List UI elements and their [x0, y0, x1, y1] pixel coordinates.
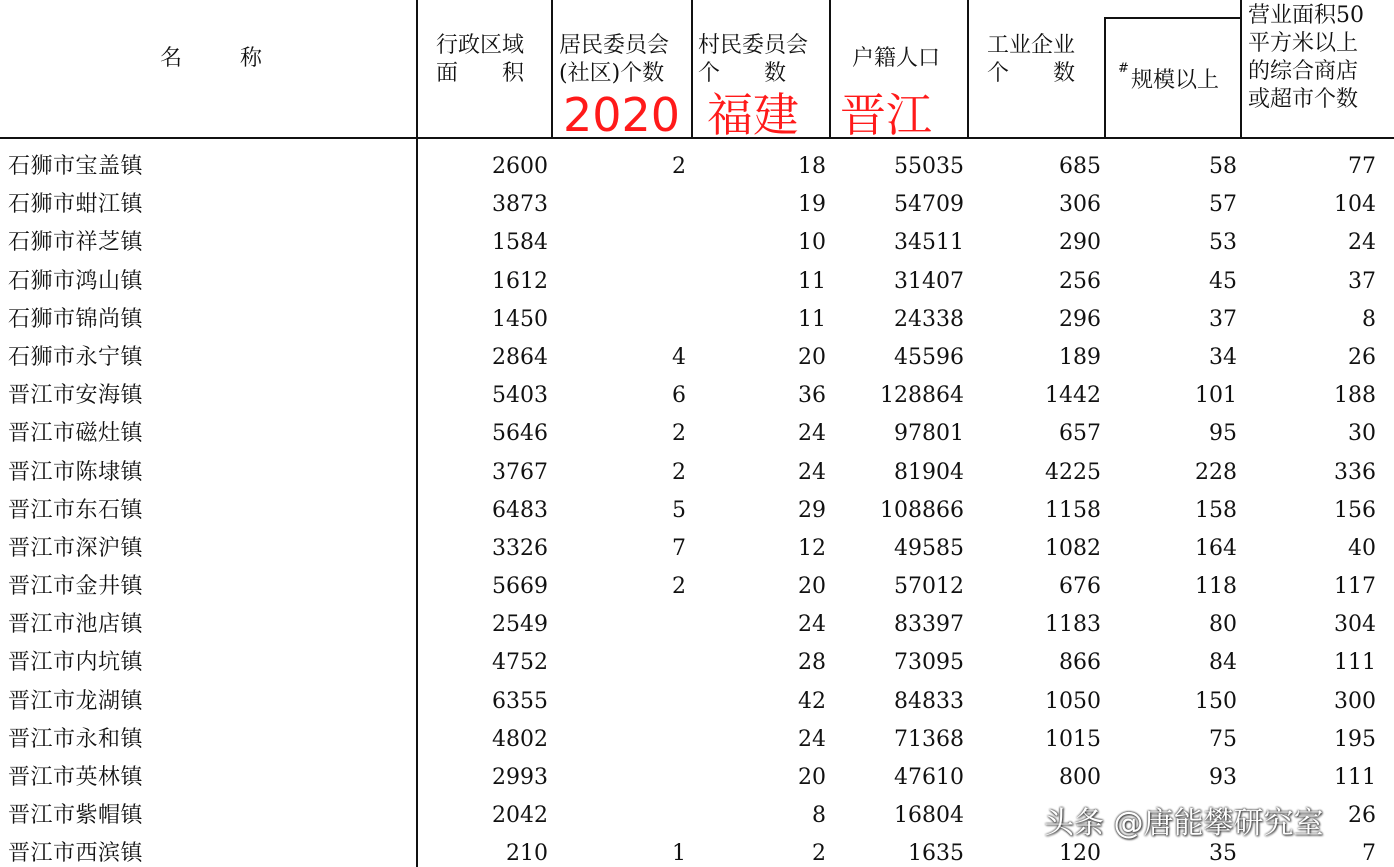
cell-scale: 75	[1209, 726, 1237, 752]
cell-scale: 158	[1195, 497, 1237, 523]
header-res-line2: (社区)个数	[559, 61, 665, 86]
table-row	[0, 224, 1394, 262]
cell-vil: 20	[798, 344, 826, 370]
cell-res: 2	[672, 459, 686, 485]
header-bottom-rule	[0, 137, 1394, 139]
cell-vil: 42	[798, 688, 826, 714]
cell-area: 2993	[492, 765, 548, 790]
cell-vil: 36	[798, 383, 826, 409]
cell-vil: 11	[798, 268, 826, 294]
cell-area: 2549	[492, 612, 548, 638]
cell-area: 4802	[492, 726, 548, 752]
cell-name: 晋江市龙湖镇	[8, 688, 144, 714]
cell-ind: 657	[1059, 421, 1101, 447]
cell-ind: 290	[1059, 230, 1101, 256]
table-row	[0, 492, 1394, 530]
cell-pop: 83397	[894, 612, 964, 638]
cell-name: 石狮市宝盖镇	[8, 154, 144, 179]
table-row	[0, 606, 1394, 644]
watermark: 头条 @唐能攀研究室	[1044, 806, 1324, 841]
cell-ind: 1015	[1045, 726, 1101, 752]
cell-name: 石狮市鸿山镇	[8, 268, 144, 294]
cell-area: 1612	[492, 268, 548, 294]
cell-res: 5	[672, 497, 686, 523]
cell-ind: 120	[1059, 841, 1101, 867]
cell-pop: 128864	[880, 383, 964, 409]
cell-name: 晋江市内坑镇	[8, 650, 144, 676]
cell-pop: 84833	[894, 688, 964, 714]
cell-shop: 30	[1348, 421, 1376, 447]
cell-shop: 195	[1334, 726, 1376, 752]
table-row	[0, 721, 1394, 759]
cell-area: 210	[506, 841, 548, 867]
cell-ind: 1442	[1045, 383, 1101, 409]
cell-area: 6483	[492, 497, 548, 523]
header-name-1: 名	[160, 46, 183, 71]
header-divider	[829, 0, 831, 138]
cell-name: 晋江市紫帽镇	[8, 803, 144, 829]
cell-shop: 7	[1362, 841, 1376, 867]
cell-ind: 1050	[1045, 688, 1101, 714]
cell-res: 7	[672, 535, 686, 561]
table-row	[0, 759, 1394, 797]
table-row	[0, 568, 1394, 606]
header-shop-line1: 营业面积50	[1248, 3, 1364, 28]
header-divider	[967, 0, 969, 138]
cell-scale: 84	[1209, 650, 1237, 676]
table-row	[0, 454, 1394, 492]
table-row	[0, 263, 1394, 301]
cell-name: 晋江市西滨镇	[8, 841, 144, 867]
table-row	[0, 644, 1394, 682]
cell-area: 2600	[492, 154, 548, 179]
cell-pop: 54709	[894, 192, 964, 218]
cell-shop: 24	[1348, 230, 1376, 256]
cell-ind: 685	[1059, 154, 1101, 179]
cell-vil: 12	[798, 535, 826, 561]
cell-area: 6355	[492, 688, 548, 714]
table-row	[0, 186, 1394, 224]
cell-shop: 188	[1334, 383, 1376, 409]
cell-ind: 1082	[1045, 535, 1101, 561]
cell-vil: 10	[798, 230, 826, 256]
cell-res: 1	[672, 841, 686, 867]
cell-shop: 111	[1334, 765, 1376, 790]
cell-shop: 26	[1348, 803, 1376, 829]
cell-pop: 34511	[894, 230, 964, 256]
cell-shop: 300	[1334, 688, 1376, 714]
header-ind-line2: 个 数	[987, 61, 1076, 86]
cell-ind: 866	[1059, 650, 1101, 676]
cell-shop: 37	[1348, 268, 1376, 294]
cell-vil: 19	[798, 192, 826, 218]
cell-pop: 81904	[894, 459, 964, 485]
cell-pop: 47610	[894, 765, 964, 790]
overlay-city: 晋江	[840, 88, 932, 142]
cell-scale: 101	[1195, 383, 1237, 409]
cell-area: 1450	[492, 306, 548, 332]
header-divider	[1104, 18, 1106, 138]
cell-vil: 29	[798, 497, 826, 523]
cell-shop: 111	[1334, 650, 1376, 676]
table-row	[0, 377, 1394, 415]
cell-shop: 156	[1334, 497, 1376, 523]
cell-name: 石狮市祥芝镇	[8, 230, 144, 256]
cell-shop: 77	[1348, 154, 1376, 179]
cell-shop: 117	[1334, 574, 1376, 600]
subheader-top-rule	[1104, 17, 1242, 19]
table-row	[0, 339, 1394, 377]
table-row	[0, 148, 1394, 186]
header-pop: 户籍人口	[852, 46, 941, 71]
cell-scale: 80	[1209, 612, 1237, 638]
cell-pop: 97801	[894, 421, 964, 447]
cell-res: 2	[672, 154, 686, 179]
header-area-line1: 行政区域	[436, 33, 525, 58]
cell-res: 6	[672, 383, 686, 409]
cell-pop: 16804	[894, 803, 964, 829]
header-scale-mark: #	[1118, 61, 1129, 76]
cell-ind: 1158	[1045, 497, 1101, 523]
cell-area: 5646	[492, 421, 548, 447]
cell-area: 2042	[492, 803, 548, 829]
cell-vil: 24	[798, 421, 826, 447]
header-scale: 规模以上	[1131, 68, 1220, 93]
cell-scale: 164	[1195, 535, 1237, 561]
cell-res: 2	[672, 421, 686, 447]
cell-scale: 228	[1195, 459, 1237, 485]
cell-ind: 676	[1059, 574, 1101, 600]
cell-scale: 58	[1209, 154, 1237, 179]
cell-area: 4752	[492, 650, 548, 676]
table-header	[0, 0, 1394, 142]
cell-pop: 1635	[908, 841, 964, 867]
cell-vil: 8	[812, 803, 826, 829]
table-row	[0, 415, 1394, 453]
cell-area: 3767	[492, 459, 548, 485]
header-divider	[551, 0, 553, 138]
cell-area: 2864	[492, 344, 548, 370]
cell-ind: 1183	[1045, 612, 1101, 638]
header-ind-line1: 工业企业	[987, 33, 1076, 58]
cell-scale: 93	[1209, 765, 1237, 790]
header-vil-line1: 村民委员会	[698, 33, 809, 58]
header-divider	[416, 0, 418, 138]
cell-name: 晋江市东石镇	[8, 497, 144, 523]
header-shop-line4: 或超市个数	[1248, 87, 1359, 112]
cell-pop: 24338	[894, 306, 964, 332]
cell-vil: 18	[798, 154, 826, 179]
cell-ind: 256	[1059, 268, 1101, 294]
header-divider	[691, 0, 693, 138]
cell-shop: 40	[1348, 535, 1376, 561]
cell-ind: 800	[1059, 765, 1101, 790]
header-area-line2: 面 积	[436, 61, 525, 86]
header-shop-line3: 的综合商店	[1248, 59, 1359, 84]
cell-pop: 108866	[880, 497, 964, 523]
cell-ind: 4225	[1045, 459, 1101, 485]
cell-scale: 150	[1195, 688, 1237, 714]
cell-name: 晋江市深沪镇	[8, 535, 144, 561]
cell-vil: 24	[798, 459, 826, 485]
cell-pop: 73095	[894, 650, 964, 676]
cell-shop: 336	[1334, 459, 1376, 485]
cell-scale: 53	[1209, 230, 1237, 256]
cell-scale: 34	[1209, 344, 1237, 370]
cell-vil: 2	[812, 841, 826, 867]
cell-ind: 296	[1059, 306, 1101, 332]
cell-scale: 37	[1209, 306, 1237, 332]
cell-ind: 306	[1059, 192, 1101, 218]
cell-vil: 24	[798, 726, 826, 752]
cell-vil: 11	[798, 306, 826, 332]
cell-scale: 95	[1209, 421, 1237, 447]
cell-name: 晋江市金井镇	[8, 574, 144, 600]
table-body	[0, 148, 1394, 867]
cell-area: 5403	[492, 383, 548, 409]
cell-pop: 49585	[894, 535, 964, 561]
cell-name: 石狮市蚶江镇	[8, 192, 144, 218]
table-row	[0, 683, 1394, 721]
cell-pop: 45596	[894, 344, 964, 370]
cell-shop: 26	[1348, 344, 1376, 370]
cell-name: 晋江市池店镇	[8, 612, 144, 638]
overlay-province: 福建	[707, 88, 799, 142]
cell-vil: 24	[798, 612, 826, 638]
cell-pop: 31407	[894, 268, 964, 294]
cell-area: 3326	[492, 535, 548, 561]
cell-res: 2	[672, 574, 686, 600]
header-res-line1: 居民委员会	[559, 33, 670, 58]
overlay-year: 2020	[563, 88, 681, 142]
cell-scale: 35	[1209, 841, 1237, 867]
cell-area: 3873	[492, 192, 548, 218]
cell-name: 石狮市锦尚镇	[8, 306, 144, 332]
cell-vil: 28	[798, 650, 826, 676]
cell-name: 晋江市安海镇	[8, 383, 144, 409]
cell-scale: 118	[1195, 574, 1237, 600]
table-row	[0, 301, 1394, 339]
cell-vil: 20	[798, 765, 826, 790]
header-shop-line2: 平方米以上	[1248, 31, 1359, 56]
header-name-2: 称	[240, 46, 263, 71]
cell-pop: 71368	[894, 726, 964, 752]
cell-name: 晋江市永和镇	[8, 726, 144, 752]
cell-name: 晋江市英林镇	[8, 765, 144, 790]
cell-pop: 57012	[894, 574, 964, 600]
header-divider	[1240, 0, 1242, 138]
cell-shop: 304	[1334, 612, 1376, 638]
cell-ind: 189	[1059, 344, 1101, 370]
cell-name: 晋江市磁灶镇	[8, 421, 144, 447]
cell-res: 4	[672, 344, 686, 370]
cell-scale: 57	[1209, 192, 1237, 218]
cell-name: 石狮市永宁镇	[8, 344, 144, 370]
cell-area: 5669	[492, 574, 548, 600]
cell-shop: 8	[1362, 306, 1376, 332]
cell-pop: 55035	[894, 154, 964, 179]
cell-shop: 104	[1334, 192, 1376, 218]
cell-area: 1584	[492, 230, 548, 256]
cell-vil: 20	[798, 574, 826, 600]
header-vil-line2: 个 数	[698, 61, 787, 86]
cell-name: 晋江市陈埭镇	[8, 459, 144, 485]
table-row	[0, 530, 1394, 568]
cell-scale: 45	[1209, 268, 1237, 294]
